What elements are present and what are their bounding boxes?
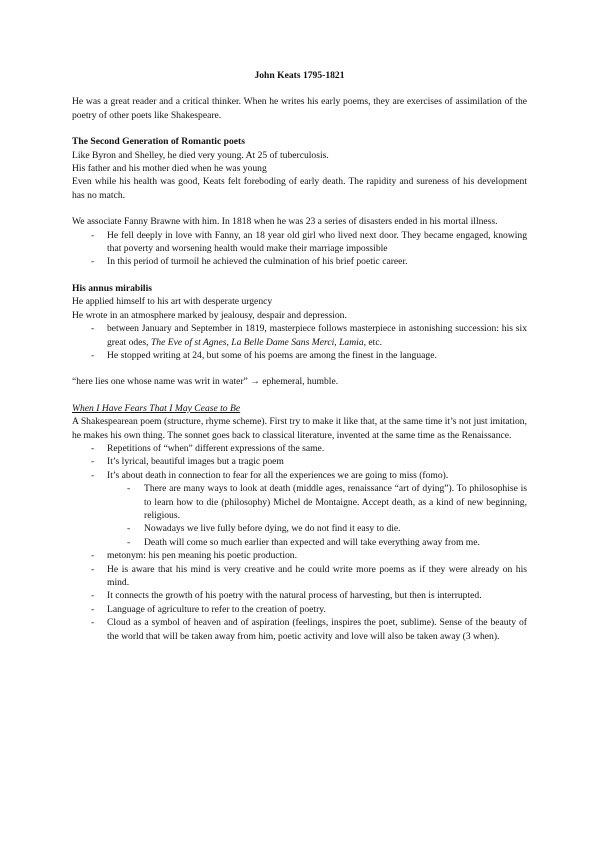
list-item (72, 322, 527, 349)
list-item: - He is aware that his mind is very creative and he could write more poems as if they were already on his mind. (72, 563, 527, 590)
list-item-end: , etc. (363, 336, 383, 348)
fanny-paragraph: We associate Fanny Brawne with him. In 1818 when he was 23 a series of disasters ended in his mortal illness. (72, 216, 498, 228)
list-item: - It’s lyrical, beautiful images but a tragic poem (72, 455, 527, 468)
text-line: Like Byron and Shelley, he died very young. At 25 of tuberculosis. (72, 149, 329, 161)
list-item: - Language of agriculture to refer to the creation of poetry. (72, 603, 527, 616)
text-line: Even while his health was good, Keats felt foreboding of early death. The rapidity and sureness of his development has no match. (72, 176, 527, 201)
work-title: The Eve of st Agnes (150, 336, 227, 348)
sub-list-item: - Nowadays we live fully before dying, we do not find it easy to die. (72, 522, 527, 535)
sub-list-item: - There are many ways to look at death (middle ages, renaissance “art of dying”). To philosophise is to learn how to die (philosophy) Michel de Montaigne. Accept death, as a kind of new beginning, religious. (72, 482, 527, 522)
list-item: - He stopped writing at 24, but some of his poems are among the finest in the language. (72, 349, 527, 362)
text-line: He wrote in an atmosphere marked by jealousy, despair and depression. (72, 309, 347, 321)
bullet-list (72, 442, 527, 482)
list-item-text: between January and September in 1819, masterpiece follows masterpiece in astonishing succession: his six great odes, (107, 323, 527, 348)
list-item: - He fell deeply in love with Fanny, an 18 year old girl who lived next door. They became engaged, knowing that poverty and worsening health would make their marriage impossible (72, 229, 527, 256)
poem-paragraph: A Shakespearean poem (structure, rhyme scheme). First try to make it like that, at the same time it’s not just imitation, he makes his own thing. The sonnet goes back to classical literature, invented at the same time as the Renaissance. (72, 416, 527, 441)
work-title: La Belle Dame Sans Merci (231, 336, 335, 348)
sub-bullet-list (72, 482, 527, 549)
document-body (72, 69, 527, 643)
text-line: His father and his mother died when he was young (72, 163, 267, 175)
section-heading-annus: His annus mirabilis (72, 282, 152, 294)
work-title: Lamia (339, 336, 364, 348)
list-item: - metonym: his pen meaning his poetic production. (72, 549, 527, 562)
list-item: - It connects the growth of his poetry with the natural process of harvesting, but then is interrupted. (72, 589, 527, 602)
intro-paragraph: He was a great reader and a critical thinker. When he writes his early poems, they are exercises of assimilation of the poetry of other poets like Shakespeare. (72, 96, 527, 121)
sub-list-item: - Death will come so much earlier than expected and will take everything away from me. (72, 536, 527, 549)
text-line: He applied himself to his art with desperate urgency (72, 296, 273, 308)
separator: , (226, 336, 232, 348)
list-item: - In this period of turmoil he achieved the culmination of his brief poetic career. (72, 255, 527, 268)
document-title: John Keats 1795-1821 (254, 70, 345, 81)
list-item: - Repetitions of “when” different expressions of the same. (72, 442, 527, 455)
epitaph-line: “here lies one whose name was writ in water” → ephemeral, humble. (72, 376, 339, 388)
section-heading-romantic: The Second Generation of Romantic poets (72, 136, 245, 148)
bullet-list (72, 229, 527, 269)
bullet-list (72, 549, 527, 643)
poem-heading: When I Have Fears That I May Cease to Be (72, 402, 241, 414)
separator: , (334, 336, 340, 348)
bullet-list (72, 322, 527, 362)
list-item: - Cloud as a symbol of heaven and of aspiration (feelings, inspires the poet, sublime). Sense of the beauty of the world that will be taken away from him, poetic activity and love will also be taken away (3 when). (72, 616, 527, 643)
list-item: - It’s about death in connection to fear for all the experiences we are going to miss (fomo). (72, 469, 527, 482)
